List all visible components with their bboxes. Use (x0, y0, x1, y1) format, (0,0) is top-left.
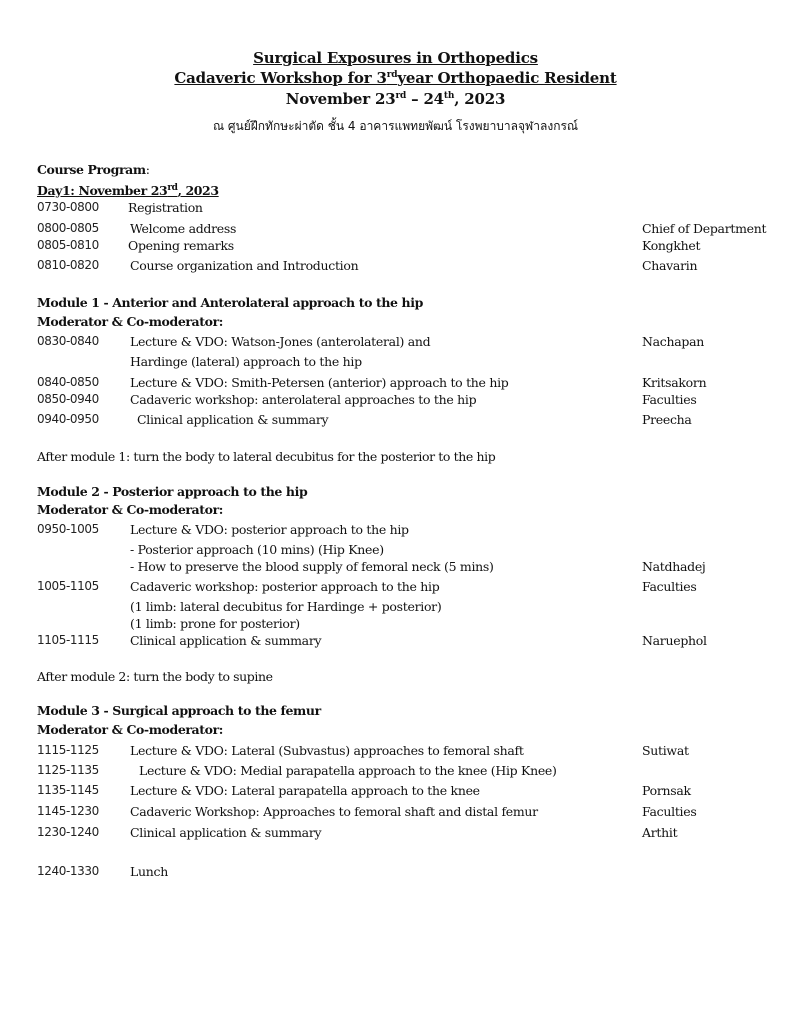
subtitle-text: Cadaveric Workshop for 3 (174, 69, 387, 87)
schedule-time: 1115-1125 (37, 743, 99, 757)
document-date (0, 90, 791, 108)
schedule-desc: Lecture & VDO: Medial parapatella approach to the knee (Hip Knee) (139, 763, 557, 778)
schedule-time: 0940-0950 (37, 412, 99, 426)
schedule-speaker: Chavarin (642, 258, 698, 273)
course-program-text: Course Program (37, 162, 146, 177)
schedule-speaker: Chief of Department (642, 221, 767, 236)
schedule-desc: Cadaveric workshop: anterolateral approaches to the hip (130, 392, 477, 407)
venue: ณ ศูนย์ฝึกทักษะผ่าตัด ชั้น 4 อาคารแพทยพัฒน์ โรงพยาบาลจุฬาลงกรณ์ (212, 119, 579, 133)
schedule-time: 1145-1230 (37, 804, 99, 818)
schedule-speaker: Arthit (642, 825, 678, 840)
moderator-label: Moderator & Co-moderator: (37, 314, 223, 329)
document-title: Surgical Exposures in Orthopedics (253, 49, 538, 67)
schedule-time: 0730-0800 (37, 200, 99, 214)
schedule-desc: Lecture & VDO: posterior approach to the hip (130, 522, 409, 537)
schedule-desc: Course organization and Introduction (130, 258, 359, 273)
schedule-speaker: Kritsakorn (642, 375, 707, 390)
schedule-speaker: Nachapan (642, 334, 704, 349)
schedule-time: 0840-0850 (37, 375, 99, 389)
schedule-desc: Clinical application & summary (137, 412, 329, 427)
day-heading-text: Day1: November 23 (37, 183, 168, 198)
lunch-desc: Lunch (130, 864, 168, 879)
schedule-desc: Registration (128, 200, 203, 215)
schedule-desc: Clinical application & summary (130, 825, 322, 840)
course-program-label (37, 162, 150, 177)
day-heading-sup: rd (167, 182, 178, 193)
schedule-time: 0830-0840 (37, 334, 99, 348)
moderator-label: Moderator & Co-moderator: (37, 722, 223, 737)
date-sup: rd (395, 91, 407, 101)
schedule-desc: Lecture & VDO: Smith-Petersen (anterior) approach to the hip (130, 375, 509, 390)
module-title: Module 3 - Surgical approach to the femur (37, 703, 321, 718)
after-module-note: After module 1: turn the body to lateral decubitus for the posterior to the hip (37, 449, 496, 464)
schedule-desc: Clinical application & summary (130, 633, 322, 648)
schedule-speaker: Preecha (642, 412, 692, 427)
schedule-desc: Hardinge (lateral) approach to the hip (130, 354, 362, 369)
schedule-desc: (1 limb: prone for posterior) (130, 616, 300, 631)
schedule-time: 0810-0820 (37, 258, 99, 272)
schedule-desc: Opening remarks (128, 238, 234, 253)
schedule-desc: Welcome address (130, 221, 237, 236)
schedule-desc: (1 limb: lateral decubitus for Hardinge + posterior) (130, 599, 442, 614)
schedule-desc: Lecture & VDO: Lateral parapatella approach to the knee (130, 783, 480, 798)
schedule-time: 0950-1005 (37, 522, 99, 536)
schedule-desc: Cadaveric workshop: posterior approach to the hip (130, 579, 440, 594)
moderator-label: Moderator & Co-moderator: (37, 502, 223, 517)
module-title: Module 2 - Posterior approach to the hip (37, 484, 308, 499)
day-heading-year: , 2023 (177, 183, 219, 198)
schedule-time: 1105-1115 (37, 633, 99, 647)
schedule-desc: Lecture & VDO: Lateral (Subvastus) approaches to femoral shaft (130, 743, 524, 758)
schedule-speaker: Sutiwat (642, 743, 689, 758)
schedule-speaker: Natdhadej (642, 559, 706, 574)
after-module-note: After module 2: turn the body to supine (37, 669, 273, 684)
schedule-desc: - Posterior approach (10 mins) (Hip Knee) (130, 542, 384, 557)
schedule-time: 1230-1240 (37, 825, 99, 839)
schedule-time: 1125-1135 (37, 763, 99, 777)
day-heading (37, 183, 219, 198)
schedule-speaker: Pornsak (642, 783, 691, 798)
schedule-speaker: Faculties (642, 392, 697, 407)
schedule-desc: Lecture & VDO: Watson-Jones (anterolateral) and (130, 334, 431, 349)
schedule-desc: - How to preserve the blood supply of femoral neck (5 mins) (130, 559, 494, 574)
date-text: November 23 (285, 90, 396, 108)
schedule-desc: Cadaveric Workshop: Approaches to femoral shaft and distal femur (130, 804, 538, 819)
schedule-time: 0805-0810 (37, 238, 99, 252)
module-title: Module 1 - Anterior and Anterolateral approach to the hip (37, 295, 423, 310)
schedule-speaker: Naruephol (642, 633, 707, 648)
schedule-speaker: Faculties (642, 579, 697, 594)
date-sup-2: th (443, 91, 455, 101)
subtitle-sup: rd (386, 70, 398, 80)
subtitle-text-end: year Orthopaedic Resident (397, 69, 617, 87)
lunch-time: 1240-1330 (37, 864, 99, 878)
date-text-end: , 2023 (454, 90, 506, 108)
document-subtitle (0, 69, 791, 87)
schedule-time: 0850-0940 (37, 392, 99, 406)
schedule-time: 1135-1145 (37, 783, 99, 797)
course-program-colon: : (145, 162, 150, 177)
schedule-speaker: Kongkhet (642, 238, 701, 253)
schedule-speaker: Faculties (642, 804, 697, 819)
schedule-time: 1005-1105 (37, 579, 99, 593)
date-text-mid: – 24 (406, 90, 444, 108)
schedule-time: 0800-0805 (37, 221, 99, 235)
